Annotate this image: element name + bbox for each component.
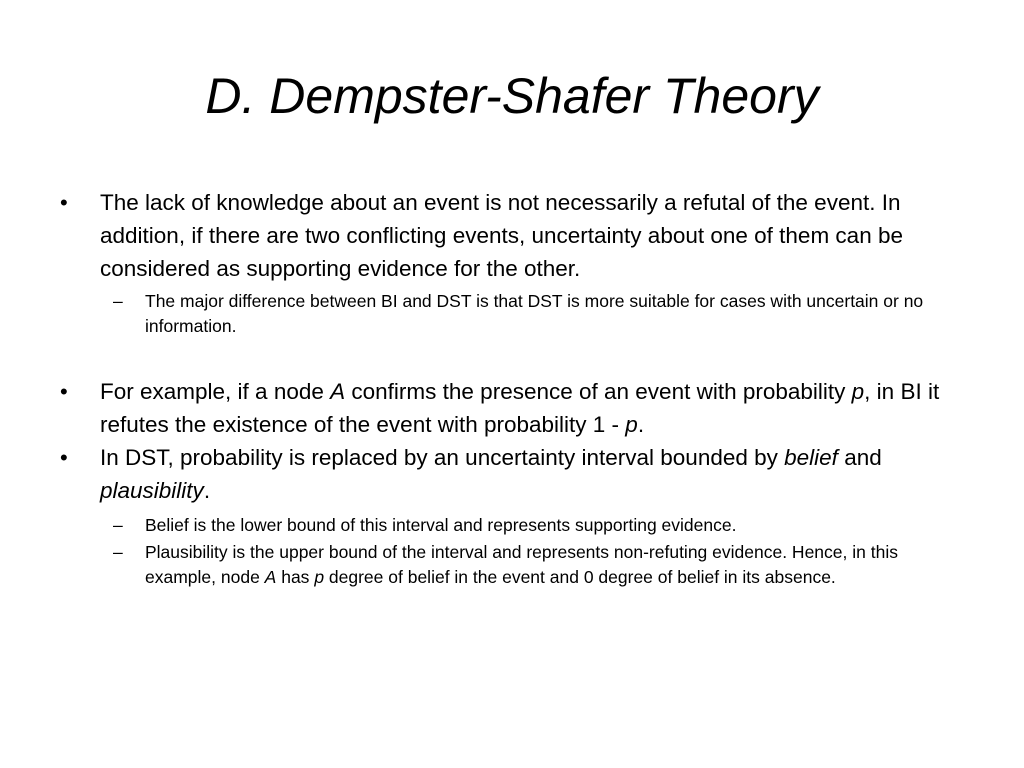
bullet-icon: • (60, 445, 68, 470)
bullet-text: For example, if a node A confirms the presence of an event with probability p, in BI it refutes the existence of the event with probability 1 - p. (100, 379, 940, 437)
belief-term: belief (784, 445, 838, 470)
bullet-icon: • (60, 190, 68, 215)
sub-bullet-text: Belief is the lower bound of this interval and represents supporting evidence. (145, 515, 737, 535)
bullet-text: The lack of knowledge about an event is not necessarily a refutal of the event. In addition, if there are two conflicting events, uncertainty about one of them can be considered as supporting evidence for the other. (100, 190, 903, 281)
bullet-icon: • (60, 379, 68, 404)
probability-variable: p (625, 412, 638, 437)
sub-bullet-text: Plausibility is the upper bound of the interval and represents non-refuting evidence. Hence, in this example, node A has p degree of belief in the event and 0 degree of belief in its absence. (145, 542, 898, 587)
sub-bullet-item (60, 540, 965, 590)
node-variable: A (264, 567, 277, 587)
node-variable: A (330, 379, 346, 404)
dash-icon: – (113, 542, 123, 562)
slide-title: D. Dempster-Shafer Theory (205, 68, 819, 124)
sub-bullet-item (60, 289, 965, 339)
plausibility-term: plausibility (100, 478, 204, 503)
sub-bullet-text: The major difference between BI and DST is that DST is more suitable for cases with uncertain or no information. (145, 291, 924, 336)
bullet-text: In DST, probability is replaced by an uncertainty interval bounded by belief and plausibility. (100, 445, 882, 503)
bullet-item (60, 441, 965, 507)
slide-body (60, 186, 965, 590)
bullet-item (60, 186, 965, 285)
dash-icon: – (113, 515, 123, 535)
probability-variable: p (851, 379, 865, 404)
bullet-item (60, 375, 965, 441)
probability-variable: p (314, 567, 325, 587)
dash-icon: – (113, 291, 123, 311)
sub-bullet-item (60, 513, 965, 538)
